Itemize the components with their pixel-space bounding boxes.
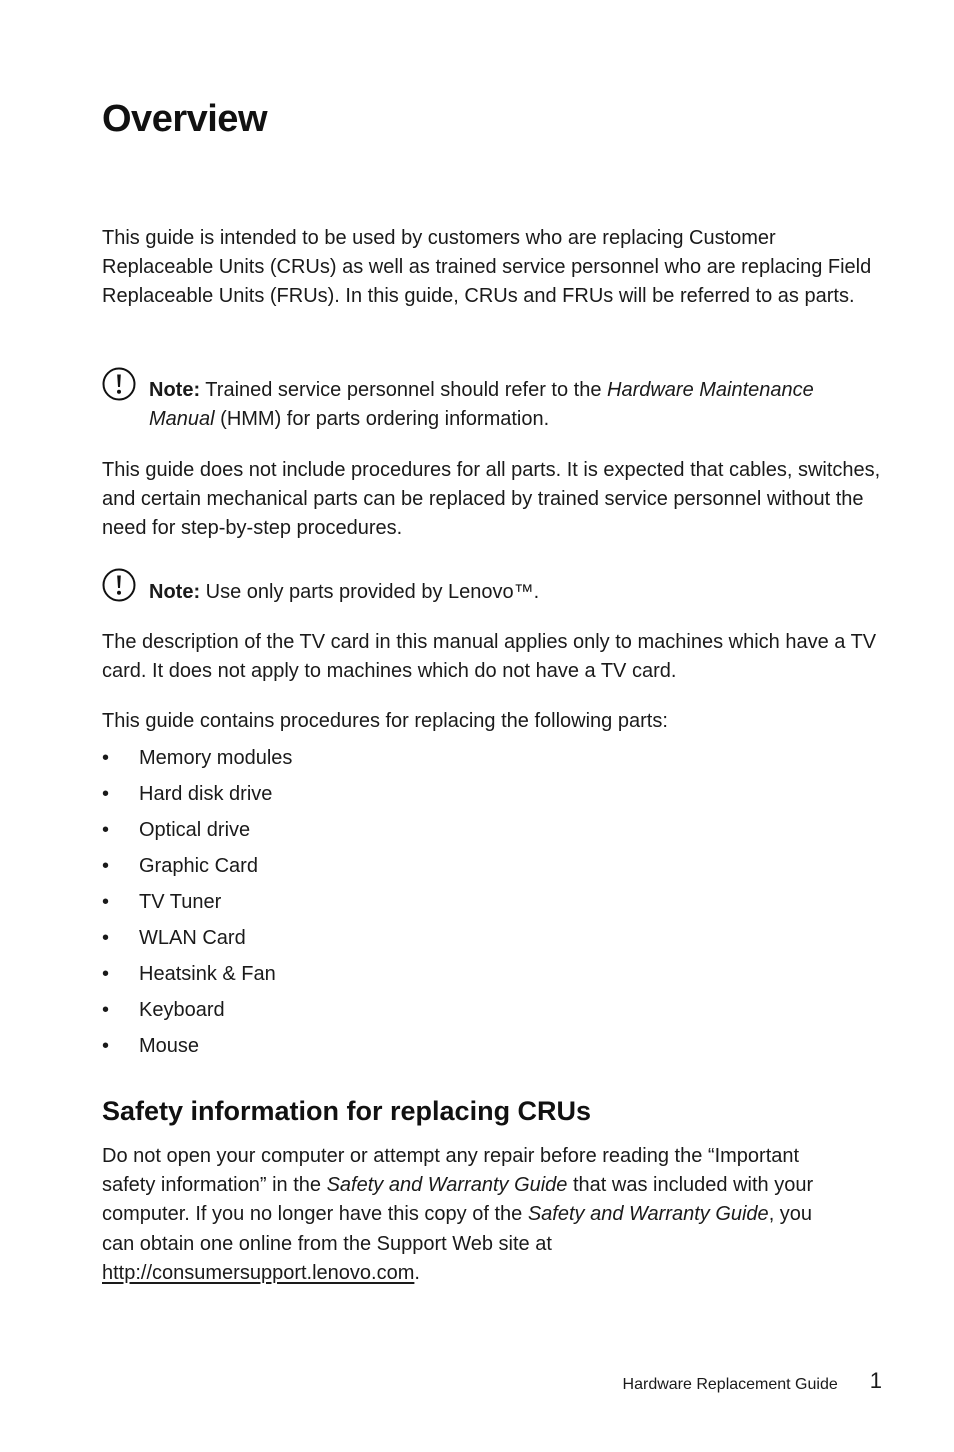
bullet: • xyxy=(102,783,110,805)
exclamation-circle-icon xyxy=(102,367,136,401)
list-item-text: Memory modules xyxy=(139,747,293,769)
note-text-after: (HMM) for parts ordering information. xyxy=(214,408,550,431)
bullet: • xyxy=(102,927,110,949)
bullet: • xyxy=(102,819,110,841)
note-lenovo-text xyxy=(149,578,882,607)
exclamation-circle-icon xyxy=(102,568,136,602)
safety-text-2: that was included with your computer. If you no longer have this copy of the xyxy=(102,1174,814,1226)
bullet: • xyxy=(102,891,110,913)
safety-guide-title: Safety and Warranty Guide xyxy=(326,1174,568,1197)
safety-paragraph xyxy=(102,1142,832,1288)
safety-guide-title-2: Safety and Warranty Guide xyxy=(527,1203,769,1226)
footer-title: Hardware Replacement Guide xyxy=(622,1376,838,1393)
page-number: 1 xyxy=(869,1368,882,1393)
list-item-text: Hard disk drive xyxy=(139,783,273,805)
bullet: • xyxy=(102,999,110,1021)
note-lenovo-body: Use only parts provided by Lenovo™. xyxy=(200,581,540,603)
note-text-before: Trained service personnel should refer to the xyxy=(200,379,608,401)
note-hmm-text xyxy=(149,376,882,434)
note-label: Note: xyxy=(149,379,201,401)
bullet: • xyxy=(102,1035,110,1057)
list-item-text: Mouse xyxy=(139,1035,200,1057)
page-footer xyxy=(102,1368,882,1394)
procedures-paragraph: This guide does not include procedures for all parts. It is expected that cables, switches, and certain mechanical parts can be replaced by trained service personnel without the need for step-by-step procedures. xyxy=(102,459,881,540)
safety-text-1: Do not open your computer or attempt any repair before reading the “Important safety information” in the xyxy=(102,1145,800,1197)
parts-intro: This guide contains procedures for replacing the following parts: xyxy=(102,710,668,732)
list-item-text: Heatsink & Fan xyxy=(139,963,276,985)
list-item-text: TV Tuner xyxy=(139,891,222,913)
safety-text-4: . xyxy=(414,1261,420,1284)
tv-card-paragraph: The description of the TV card in this manual applies only to machines which have a TV card. It does not apply to machines which do not have a TV card. xyxy=(102,631,877,683)
support-link[interactable]: http://consumersupport.lenovo.com xyxy=(102,1261,415,1284)
bullet: • xyxy=(102,747,110,769)
list-item-text: Graphic Card xyxy=(139,855,258,877)
bullet: • xyxy=(102,963,110,985)
bullet: • xyxy=(102,855,110,877)
hmm-title: Hardware Maintenance Manual xyxy=(149,379,814,431)
page-title: Overview xyxy=(102,98,267,140)
list-item-text: Optical drive xyxy=(139,819,251,841)
intro-paragraph: This guide is intended to be used by customers who are replacing Customer Replaceable Units (CRUs) as well as trained service personnel who are replacing Field Replaceable Units (FRUs). In this guide, CRUs and FRUs will be referred to as parts. xyxy=(102,227,872,308)
safety-heading: Safety information for replacing CRUs xyxy=(102,1096,592,1126)
list-item-text: Keyboard xyxy=(139,999,225,1021)
list-item-text: WLAN Card xyxy=(139,927,246,949)
note-label: Note: xyxy=(149,581,201,603)
safety-text-3: , you can obtain one online from the Support Web site at xyxy=(102,1203,813,1255)
